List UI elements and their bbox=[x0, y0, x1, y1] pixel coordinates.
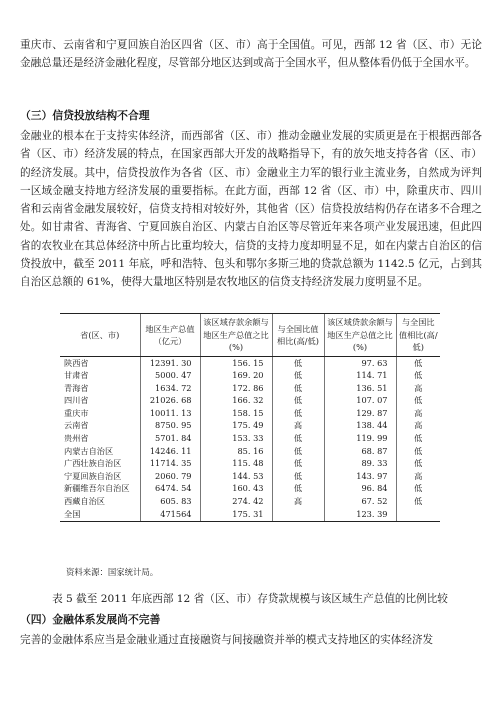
cell-deposit-compare: 低 bbox=[272, 382, 324, 395]
table-caption: 表 5 截至 2011 年底西部 12 省（区、市）存贷款规模与该区域生产总值的比例比较 bbox=[52, 593, 448, 605]
cell-gdp: 10011. 13 bbox=[140, 407, 200, 420]
cell-loan-ratio: 136. 51 bbox=[324, 382, 396, 395]
cell-gdp: 14246. 11 bbox=[140, 445, 200, 458]
cell-region: 宁夏回族自治区 bbox=[64, 470, 122, 481]
cell-deposit-compare: 低 bbox=[272, 483, 324, 496]
cell-deposit-ratio: 153. 33 bbox=[200, 433, 272, 446]
section-4-paragraph: 完善的金融体系应当是金融业通过直接融资与间接融资并举的模式支持地区的实体经济发 bbox=[20, 634, 434, 646]
cell-gdp: 605. 83 bbox=[140, 496, 200, 509]
cell-deposit-ratio: 166. 32 bbox=[200, 395, 272, 408]
cell-loan-ratio: 119. 99 bbox=[324, 433, 396, 446]
section-3-paragraph: 金融业的根本在于支持实体经济，而西部省（区、市）推动金融业发展的实质更是在于根据西部各省（区、市）经济发展的特点，在国家西部大开发的战略指导下，有的放矢地支持各省（区、市）的经济发展。其中，信贷投放作为各省（区、市）金融业主力军的银行业主流业务，自然成为评判一区域金融支持地方经济发展的重要指标。在此方面，西部 12 省（区、市）中，除重庆市、四川省和云南省金融发展较好，信贷支持相对较好外，其他省（区）信贷投放结构仍存在诸多不合理之处。如甘肃省、青海省、宁夏回族自治区、内蒙古自治区等尽管近年来各项产业发展迅速，但此四省的农牧业在其总体经济中所占比重均较大，信贷的支持力度却明显不足，如在内蒙古自治区的信贷投放中，截至 2011 年底，呼和浩特、包头和鄂尔多斯三地的贷款总额为 1142.5 亿元，占到其自治区总额的 61%，使得大量地区特别是农牧地区的信贷支持经济发展力度明显不足。 bbox=[20, 130, 482, 289]
table-row bbox=[60, 420, 440, 433]
cell-gdp: 8750. 95 bbox=[140, 420, 200, 433]
cell-loan-compare: 低 bbox=[396, 370, 440, 383]
cell-loan-compare: 高 bbox=[396, 420, 440, 433]
cell-loan-ratio: 67. 52 bbox=[324, 496, 396, 509]
cell-deposit-ratio: 144. 53 bbox=[200, 470, 272, 483]
header-loan-ratio: 该区域贷款余额与地区生产总值之比(%) bbox=[324, 314, 396, 357]
table-row bbox=[60, 508, 440, 521]
cell-loan-compare bbox=[396, 508, 440, 521]
table-row bbox=[60, 470, 440, 483]
cell-gdp: 12391. 30 bbox=[140, 357, 200, 370]
cell-gdp: 5701. 84 bbox=[140, 433, 200, 446]
cell-region: 四川省 bbox=[64, 395, 89, 406]
cell-deposit-ratio: 160. 43 bbox=[200, 483, 272, 496]
cell-loan-compare: 低 bbox=[396, 458, 440, 471]
cell-loan-ratio: 96. 84 bbox=[324, 483, 396, 496]
cell-region: 青海省 bbox=[64, 382, 89, 393]
cell-deposit-compare bbox=[272, 508, 324, 521]
table-row bbox=[60, 458, 440, 471]
cell-deposit-ratio: 85. 16 bbox=[200, 445, 272, 458]
cell-region: 陕西省 bbox=[64, 357, 89, 368]
cell-loan-compare: 低 bbox=[396, 483, 440, 496]
header-deposit-compare: 与全国比值相比(高/低) bbox=[272, 314, 324, 357]
cell-gdp: 6474. 54 bbox=[140, 483, 200, 496]
cell-deposit-ratio: 169. 20 bbox=[200, 370, 272, 383]
cell-deposit-compare: 低 bbox=[272, 433, 324, 446]
cell-loan-ratio: 89. 33 bbox=[324, 458, 396, 471]
table-row bbox=[60, 433, 440, 446]
table-row bbox=[60, 483, 440, 496]
cell-gdp: 471564 bbox=[140, 508, 200, 521]
header-region: 省(区、市) bbox=[60, 314, 140, 357]
section-4-heading: （四）金融体系发展尚不完善 bbox=[20, 613, 161, 626]
cell-loan-ratio: 114. 71 bbox=[324, 370, 396, 383]
cell-deposit-ratio: 158. 15 bbox=[200, 407, 272, 420]
cell-deposit-ratio: 172. 86 bbox=[200, 382, 272, 395]
cell-loan-ratio: 68. 87 bbox=[324, 445, 396, 458]
cell-loan-ratio: 97. 63 bbox=[324, 357, 396, 370]
cell-loan-compare: 低 bbox=[396, 357, 440, 370]
header-loan-compare: 与全国比值相比(高/低) bbox=[396, 314, 440, 357]
cell-loan-compare: 高 bbox=[396, 382, 440, 395]
cell-region: 重庆市 bbox=[64, 407, 89, 418]
cell-region: 新疆维吾尔自治区 bbox=[64, 483, 130, 494]
cell-deposit-compare: 低 bbox=[272, 458, 324, 471]
header-gdp: 地区生产总值（亿元） bbox=[140, 314, 200, 357]
cell-region: 广西壮族自治区 bbox=[64, 458, 122, 469]
intro-paragraph: 重庆市、云南省和宁夏回族自治区四省（区、市）高于全国值。可见，西部 12 省（区、市）无论金融总量还是经济金融化程度，尽管部分地区达到或高于全国水平，但从整体看仍低于全国水平。 bbox=[20, 39, 482, 70]
cell-deposit-ratio: 156. 15 bbox=[200, 357, 272, 370]
header-deposit-ratio: 该区域存款余额与地区生产总值之比(%) bbox=[200, 314, 272, 357]
cell-region: 云南省 bbox=[64, 420, 89, 431]
cell-loan-compare: 低 bbox=[396, 395, 440, 408]
cell-loan-ratio: 129. 87 bbox=[324, 407, 396, 420]
cell-deposit-compare: 高 bbox=[272, 420, 324, 433]
cell-loan-compare: 高 bbox=[396, 407, 440, 420]
cell-loan-compare: 低 bbox=[396, 496, 440, 509]
cell-deposit-compare: 低 bbox=[272, 407, 324, 420]
cell-loan-ratio: 138. 44 bbox=[324, 420, 396, 433]
cell-loan-ratio: 123. 39 bbox=[324, 508, 396, 521]
cell-loan-compare: 高 bbox=[396, 470, 440, 483]
table-row bbox=[60, 357, 440, 370]
cell-loan-ratio: 107. 07 bbox=[324, 395, 396, 408]
cell-region: 全国 bbox=[60, 508, 140, 521]
cell-gdp: 11714. 35 bbox=[140, 458, 200, 471]
cell-deposit-compare: 低 bbox=[272, 357, 324, 370]
cell-region: 贵州省 bbox=[64, 433, 89, 444]
cell-deposit-ratio: 115. 48 bbox=[200, 458, 272, 471]
deposit-loan-ratio-table bbox=[60, 313, 440, 522]
table-row bbox=[60, 407, 440, 420]
cell-deposit-compare: 高 bbox=[272, 496, 324, 509]
cell-loan-compare: 低 bbox=[396, 445, 440, 458]
cell-gdp: 5000. 47 bbox=[140, 370, 200, 383]
cell-deposit-compare: 低 bbox=[272, 395, 324, 408]
cell-deposit-compare: 低 bbox=[272, 370, 324, 383]
table-header-row bbox=[60, 314, 440, 357]
cell-region: 西藏自治区 bbox=[64, 496, 105, 507]
cell-deposit-ratio: 274. 42 bbox=[200, 496, 272, 509]
table-row bbox=[60, 395, 440, 408]
table-row bbox=[60, 382, 440, 395]
cell-region: 内蒙古自治区 bbox=[64, 445, 114, 456]
cell-deposit-compare: 低 bbox=[272, 470, 324, 483]
source-note: 资料来源：国家统计局。 bbox=[66, 567, 159, 577]
section-3-heading: （三）信贷投放结构不合理 bbox=[20, 109, 150, 122]
cell-gdp: 2060. 79 bbox=[140, 470, 200, 483]
cell-deposit-compare: 低 bbox=[272, 445, 324, 458]
table-row bbox=[60, 445, 440, 458]
cell-gdp: 21026. 68 bbox=[140, 395, 200, 408]
cell-gdp: 1634. 72 bbox=[140, 382, 200, 395]
table-row bbox=[60, 370, 440, 383]
table-row bbox=[60, 496, 440, 509]
cell-loan-compare: 低 bbox=[396, 433, 440, 446]
cell-loan-ratio: 143. 97 bbox=[324, 470, 396, 483]
table-body bbox=[60, 357, 440, 522]
cell-deposit-ratio: 175. 49 bbox=[200, 420, 272, 433]
cell-region: 甘肃省 bbox=[64, 370, 89, 381]
cell-deposit-ratio: 175. 31 bbox=[200, 508, 272, 521]
